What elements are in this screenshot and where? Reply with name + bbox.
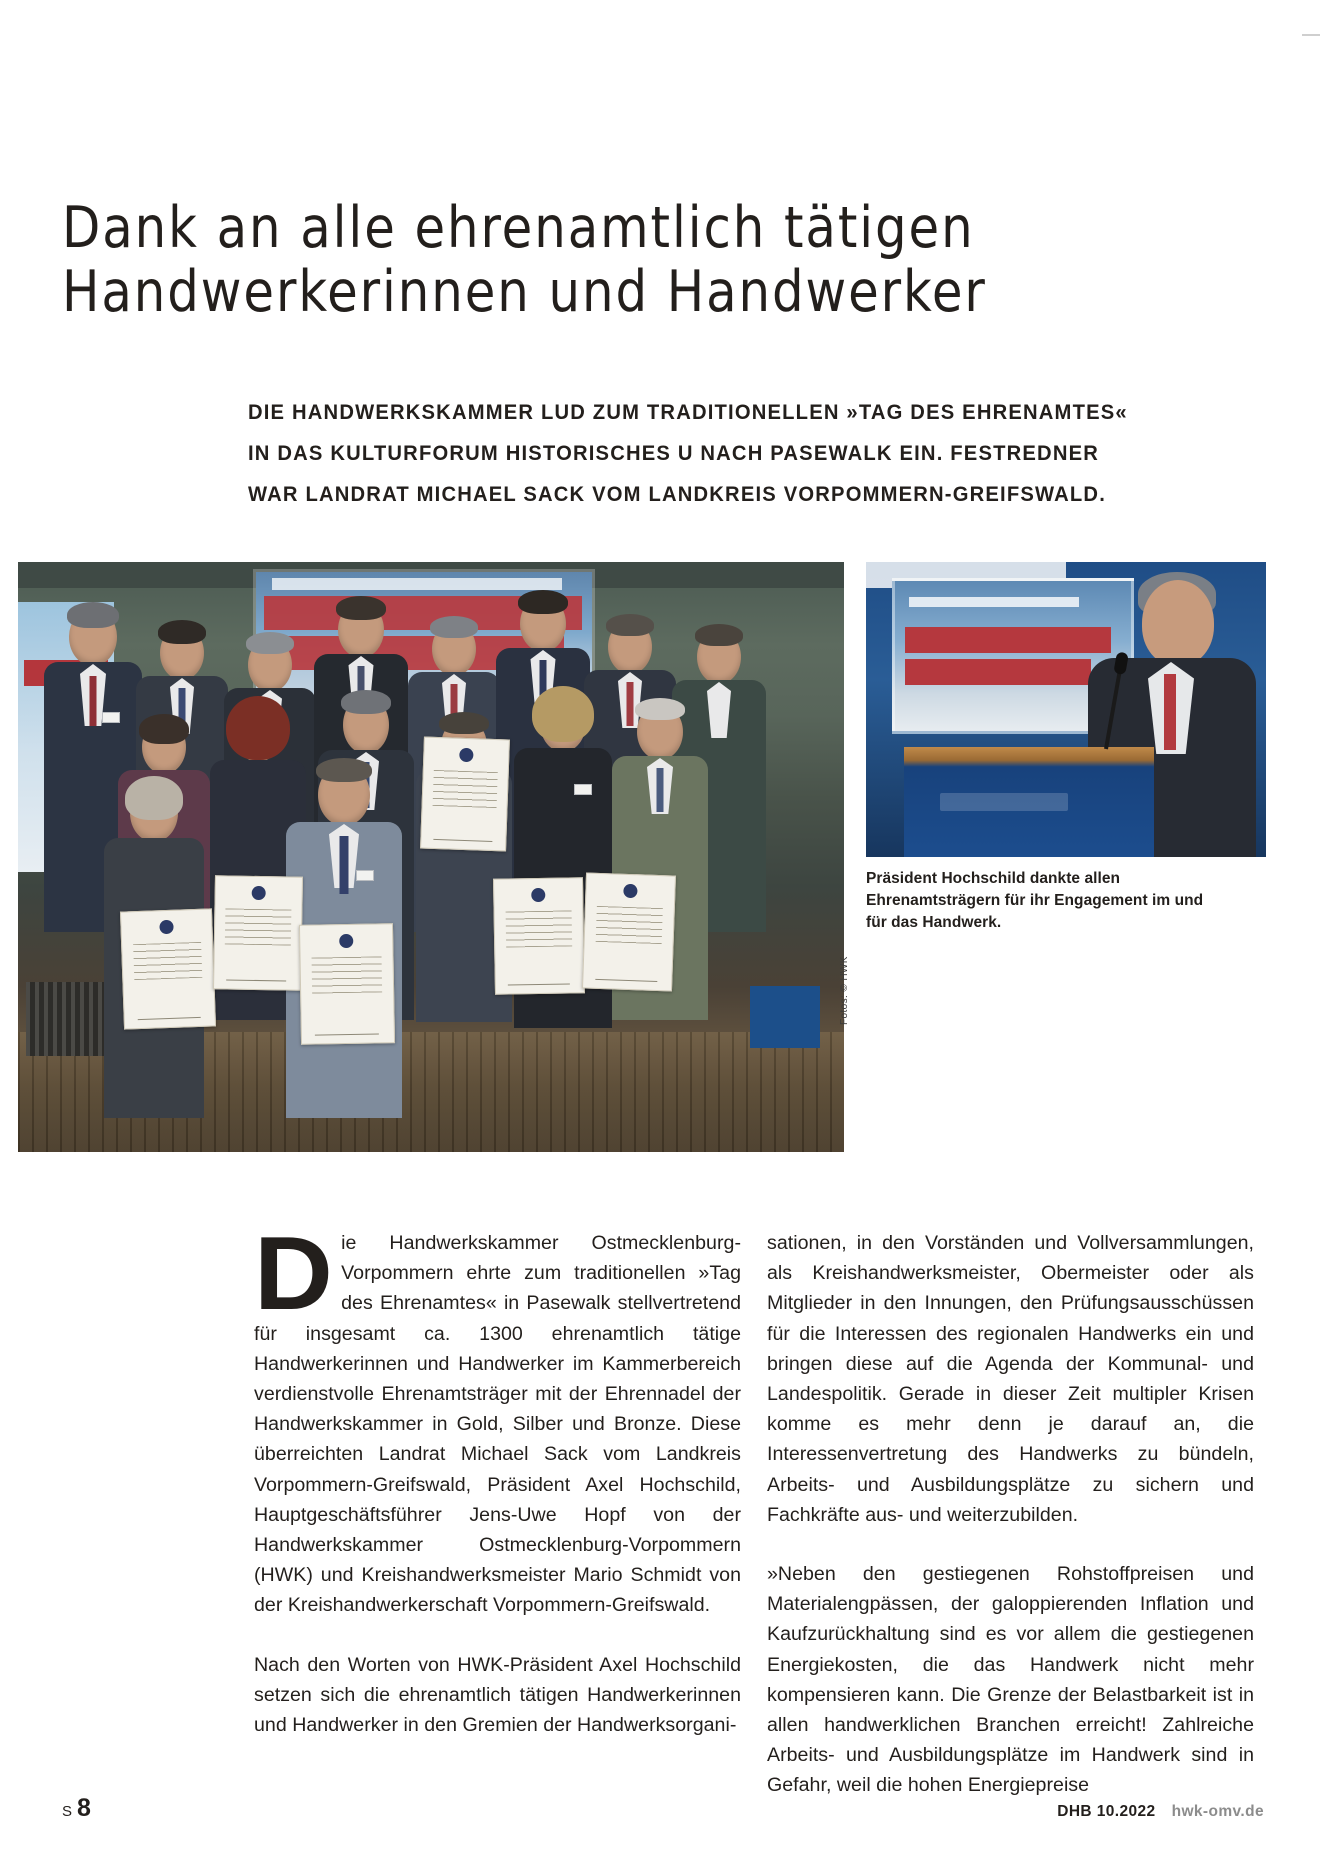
lectern: [904, 747, 1154, 857]
headline-line-1: Dank an alle ehrenamtlich tätigen: [62, 195, 975, 261]
certificate: [582, 872, 676, 991]
blue-stand: [750, 986, 820, 1048]
standfirst-line-2: IN DAS KULTURFORUM HISTORISCHES U NACH PASEWALK EIN. FESTREDNER: [248, 441, 1100, 465]
section-mark: S: [62, 1803, 73, 1820]
speaker-tie: [1164, 674, 1176, 750]
certificate: [299, 923, 395, 1045]
crop-mark: [1302, 34, 1320, 36]
standfirst-line-1: DIE HANDWERKSKAMMER LUD ZUM TRADITIONELLEN »TAG DES EHRENAMTES«: [248, 400, 1128, 424]
page-title: [62, 196, 1272, 324]
standfirst: [248, 392, 1258, 515]
body-column-left: [254, 1216, 741, 1740]
issue-label: DHB 10.2022: [1057, 1803, 1156, 1820]
paragraph: »Neben den gestiegenen Rohstoffpreisen und Materialengpässen, der galoppierenden Inflation und Kaufzurückhaltung sind es vor allem die gestiegenen Energiekosten, die das Handwerk nicht mehr kompensieren kann. Die Grenze der Belastbarkeit ist in allen handwerklichen Branchen erreicht! Zahlreiche Arbeits- und Ausbildungsplätze im Handwerk sind in Gefahr, weil die hohen Energiepreise: [767, 1563, 1254, 1797]
standfirst-line-3: WAR LANDRAT MICHAEL SACK VOM LANDKREIS VORPOMMERN-GREIFSWALD.: [248, 482, 1106, 506]
photo-caption: Präsident Hochschild dankte allen Ehrenamtsträgern für ihr Engagement im und für das Handwerk.: [866, 870, 1204, 931]
page-number: 8: [77, 1794, 91, 1822]
speaker-head: [1142, 580, 1214, 666]
page-footer: [0, 1794, 1326, 1823]
paragraph-text: ie Handwerkskammer Ostmecklenburg-Vorpommern ehrte zum traditionellen »Tag des Ehrenamtes« in Pasewalk stellvertretend für insgesamt ca. 1300 ehrenamtlich tätige Handwerkerinnen und Handwerker im Kammerbereich verdienstvolle Ehrenamtsträger mit der Ehrennadel der Handwerkskammer in Gold, Silber und Bronze. Diese überreichten Landrat Michael Sack vom Landkreis Vorpommern-Greifswald, Präsident Axel Hochschild, Hauptgeschäftsführer Jens-Uwe Hopf von der Handwerkskammer Ostmecklenburg-Vorpommern (HWK) und Kreishandwerksmeister Mario Schmidt von der Kreishandwerkerschaft Vorpommern-Greifswald.: [254, 1232, 741, 1617]
website-url[interactable]: hwk-omv.de: [1171, 1803, 1264, 1820]
speaker-photo: [866, 562, 1266, 857]
footer-right: [1057, 1803, 1264, 1821]
paragraph: [254, 1216, 741, 1621]
footer-left: [62, 1794, 91, 1823]
body-column-right: [767, 1228, 1254, 1801]
group-photo: [18, 562, 844, 1152]
headline-line-2: Handwerkerinnen und Handwerker: [62, 259, 987, 325]
photo-credit: Fotos: © HWK: [839, 956, 850, 1025]
certificate: [120, 908, 216, 1029]
paragraph: sationen, in den Vorständen und Vollversammlungen, als Kreishandwerksmeister, Obermeister oder als Mitglieder in den Innungen, den Prüfungsausschüssen für die Interessen des regionalen Handwerks ein und bringen diese auf die Agenda der Kommunal- und Landespolitik. Gerade in dieser Zeit multipler Krisen komme es mehr denn je darauf an, die Interessenvertretung des Handwerks zu bündeln, Arbeits- und Ausbildungsplätze zu sichern und Fachkräfte aus- und weiterzubilden.: [767, 1232, 1254, 1526]
certificate: [420, 737, 510, 852]
paragraph: Nach den Worten von HWK-Präsident Axel Hochschild setzen sich die ehrenamtlich tätigen Handwerkerinnen und Handwerker in den Gremien der Handwerksorgani-: [254, 1653, 741, 1737]
photo-block: [18, 562, 1308, 1152]
certificate: [213, 875, 303, 991]
certificate: [493, 877, 585, 995]
drop-cap: D: [254, 1216, 333, 1332]
